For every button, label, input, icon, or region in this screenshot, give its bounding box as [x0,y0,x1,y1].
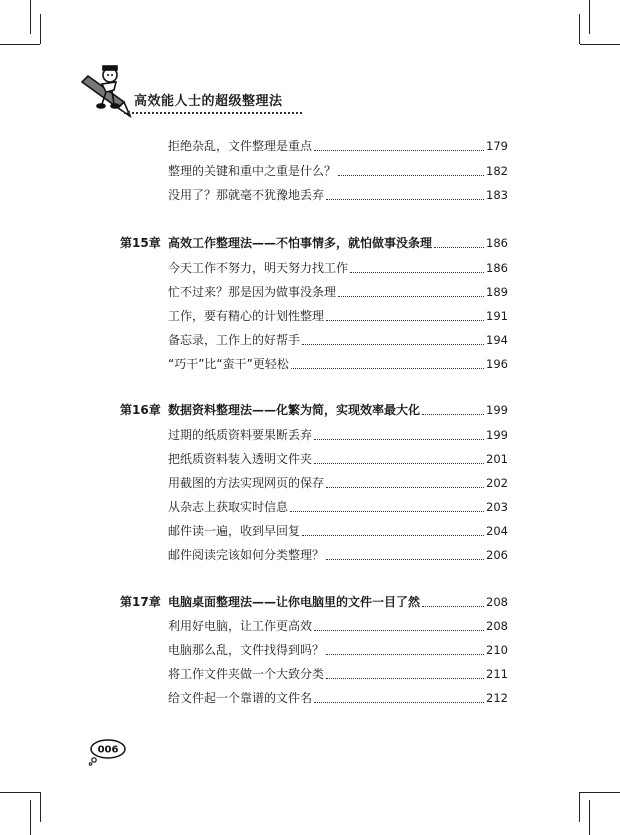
toc-chapter-entry [120,234,508,252]
entry-title: 今天工作不努力，明天努力找工作 [168,261,349,275]
dot-leader [326,199,484,200]
footer-page-number: 006 [97,744,119,756]
dot-leader [338,296,484,297]
entry-title: 过期的纸质资料要果断丢弃 [168,428,313,442]
toc-entry [120,355,508,373]
toc-entry [120,689,508,707]
entry-title: 给文件起一个靠谱的文件名 [168,691,313,705]
speech-bubble-icon [88,738,128,766]
chapter-number: 第15章 [120,236,161,250]
toc-entry [120,665,508,683]
toc-entry [120,259,508,277]
toc-entry [120,283,508,301]
entry-title: 没用了？那就毫不犹豫地丢弃 [168,188,325,202]
entry-title: 用截图的方法实现网页的保存 [168,476,325,490]
page-number: 203 [486,500,508,514]
page-number: 208 [486,595,508,609]
page-number: 204 [486,524,508,538]
page-number: 186 [486,236,508,250]
page-number: 199 [486,403,508,417]
dot-leader [422,606,484,607]
page-number: 191 [486,309,508,323]
toc-entry [120,426,508,444]
toc-entry [120,641,508,659]
dot-leader [350,272,484,273]
dot-leader [338,175,484,176]
page-number: 186 [486,261,508,275]
page-number: 196 [486,357,508,371]
dot-leader [326,678,484,679]
chapter-number: 第17章 [120,595,161,609]
entry-title: 忙不过来？那是因为做事没条理 [168,285,337,299]
page-number: 210 [486,643,508,657]
dot-leader [326,487,484,488]
toc-entry [120,162,508,180]
page-number: 199 [486,428,508,442]
dot-leader [314,150,484,151]
entry-title: 邮件读一遍，收到早回复 [168,524,301,538]
entry-title: 邮件阅读完该如何分类整理？ [168,548,325,562]
page-number: 206 [486,548,508,562]
toc-entry [120,307,508,325]
toc-chapter-entry [120,401,508,419]
dot-leader [422,414,484,415]
dot-leader [314,702,484,703]
page-number-badge [88,738,128,770]
toc-chapter-entry [120,593,508,611]
page-number: 208 [486,619,508,633]
dot-leader [326,654,484,655]
toc-entry [120,137,508,155]
dot-leader [314,463,484,464]
dot-leader [326,559,484,560]
toc-entry [120,331,508,349]
entry-title: 整理的关键和重中之重是什么？ [168,164,337,178]
toc-entry [120,474,508,492]
page-number: 194 [486,333,508,347]
dot-leader [314,439,484,440]
entry-title: 工作，要有精心的计划性整理 [168,309,325,323]
page-number: 189 [486,285,508,299]
dot-leader [291,368,484,369]
entry-title: 数据资料整理法——化繁为简，实现效率最大化 [168,403,421,417]
entry-title: 电脑桌面整理法——让你电脑里的文件一目了然 [168,595,421,609]
chapter-number: 第16章 [120,403,161,417]
entry-title: “巧干”比“蛮干”更轻松 [168,357,289,371]
dot-leader [314,630,484,631]
entry-title: 从杂志上获取实时信息 [168,500,289,514]
page-number: 212 [486,691,508,705]
entry-title: 备忘录，工作上的好帮手 [168,333,301,347]
book-title: 高效能人士的超级整理法 [134,94,283,109]
page-number: 182 [486,164,508,178]
entry-title: 电脑那么乱，文件找得到吗？ [168,643,325,657]
page-number: 183 [486,188,508,202]
toc-entry [120,522,508,540]
page-number: 201 [486,452,508,466]
entry-title: 利用好电脑，让工作更高效 [168,619,313,633]
toc-entry [120,186,508,204]
page-number: 211 [486,667,508,681]
dot-leader [302,535,484,536]
dot-leader [326,320,484,321]
page-number: 202 [486,476,508,490]
page-number: 179 [486,139,508,153]
toc-entry [120,498,508,516]
toc-entry [120,546,508,564]
entry-title: 高效工作整理法——不怕事情多，就怕做事没条理 [168,236,433,250]
dot-leader [434,247,484,248]
toc-entry [120,617,508,635]
dot-leader [290,511,484,512]
entry-title: 把纸质资料装入透明文件夹 [168,452,313,466]
entry-title: 将工作文件夹做一个大致分类 [168,667,325,681]
dot-leader [302,344,484,345]
toc-entry [120,450,508,468]
entry-title: 拒绝杂乱，文件整理是重点 [168,139,313,153]
